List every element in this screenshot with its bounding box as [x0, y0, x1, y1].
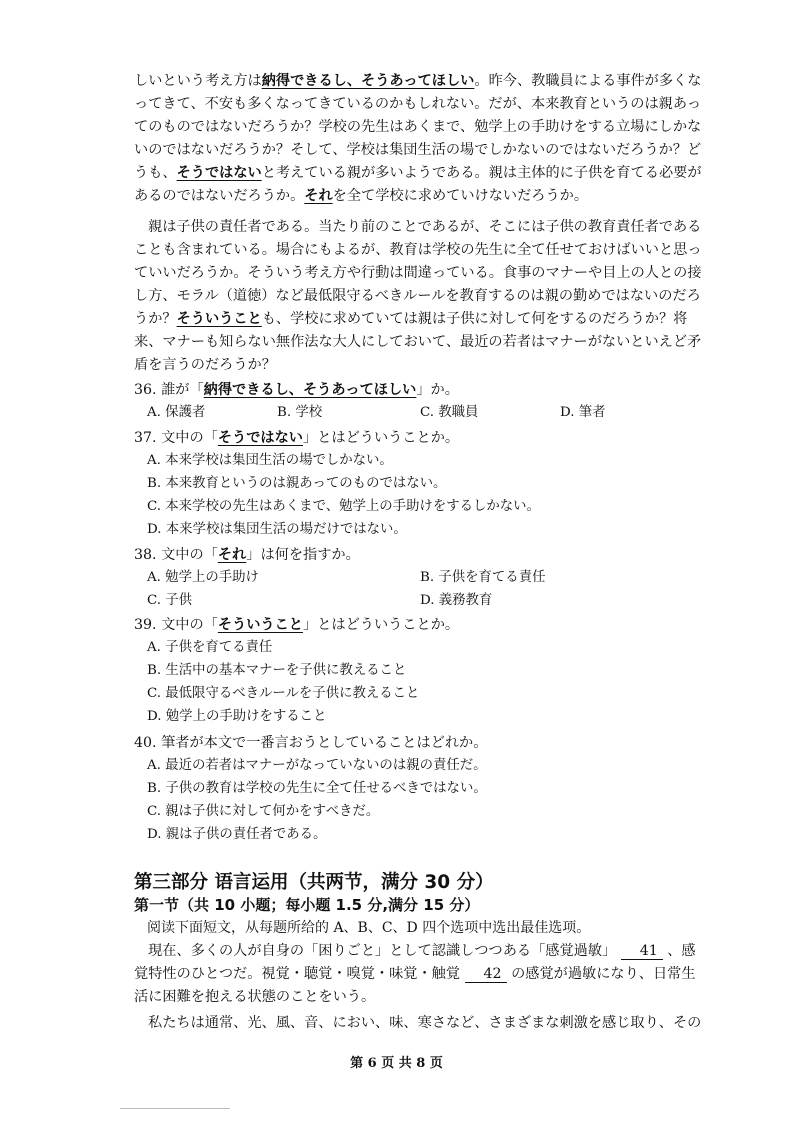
scan-artifact-line [120, 1108, 230, 1109]
option-37-d: D. 本来学校は集団生活の場だけではない。 [147, 522, 407, 537]
question-40 [134, 733, 487, 753]
option-37-c: C. 本来学校の先生はあくまで、勉学上の手助けをするしかない。 [147, 499, 540, 514]
text-run: も、学校に求めていては親は子供に対して何をするのだろうか？将来、マナーも知らない無作法な大人にしておいて、最近の若者はマナーがないといえど矛盾を言うのだろうか？ [134, 311, 702, 373]
text-run: の感覚が過敏になり、日常生活に困難を抱える状態のことをいう。 [134, 966, 696, 1005]
underlined-phrase: 納得できるし、そうあってほしい [261, 73, 475, 89]
option-40-c: C. 親は子供に対して何かをすべきだ。 [147, 804, 380, 819]
question-number: 39. [134, 617, 157, 633]
option-38-a: A. 勉学上の手助け [147, 570, 259, 585]
option-40-a: A. 最近の若者はマナーがなっていないのは親の責任だ。 [147, 758, 487, 773]
passage-paragraph-2 [134, 216, 706, 377]
section-instruction: 阅读下面短文，从每题所给的 A、B、C、D 四个选项中选出最佳选项。 [147, 920, 591, 936]
option-38-d: D. 義務教育 [420, 593, 493, 608]
question-number: 36. [134, 382, 157, 398]
question-38 [134, 545, 360, 565]
option-36-a: A. 保護者 [147, 405, 206, 420]
text-run: しいという考え方は [134, 73, 262, 89]
underlined-phrase: そういうこと [217, 617, 303, 633]
option-37-a: A. 本来学校は集団生活の場でしかない。 [147, 453, 393, 468]
question-36 [134, 380, 459, 400]
question-number: 40. [134, 735, 157, 751]
option-36-d: D. 筆者 [560, 405, 606, 420]
text-run: 現在、多くの人が自身の「困りごと」として認識しつつある「感覚過敏」 [148, 943, 617, 959]
page-number: 第 6 页 共 8 页 [350, 1056, 443, 1071]
text-run: 」か。 [416, 382, 459, 398]
text-run: 誰が「 [161, 382, 204, 398]
text-run: 」とはどういうことか。 [303, 617, 460, 633]
underlined-phrase: そうではない [176, 165, 262, 181]
text-run: と考えている親が多いようである。親は主体的に子供を育てる必要があるのではないだろうか。 [134, 165, 702, 204]
question-37 [134, 428, 459, 448]
underlined-phrase: 納得できるし、そうあってほしい [203, 382, 417, 398]
option-36-c: C. 教職員 [420, 405, 479, 420]
text-run: 文中の「 [161, 547, 218, 563]
text-run: 親は子供の責任者である。当たり前のことであるが、そこには子供の教育責任者であることも含まれている。場合にもよるが、教育は学校の先生に全て任せておけばいいと思っていいだろうか。そういう考え方や行動は間違っている。食事のマナーや目上の人との接し方、モラル（道徳）など最低限守るべきルールを教育するのは親の勤めではないのだろうか？ [134, 219, 702, 327]
passage-paragraph-1 [134, 70, 706, 208]
underlined-phrase: それ [217, 547, 247, 563]
question-39 [134, 615, 459, 635]
blank-42: 42 [465, 966, 507, 983]
question-number: 38. [134, 547, 157, 563]
underlined-phrase: そうではない [217, 430, 303, 446]
text-run: 文中の「 [161, 430, 218, 446]
option-38-b: B. 子供を育てる責任 [420, 570, 546, 585]
cloze-paragraph-2: 私たちは通常、光、風、音、におい、味、寒さなど、さまざまな刺激を感じ取り、その [148, 1015, 702, 1031]
section-subtitle: 第一节（共 10 小题；每小题 1.5 分,满分 15 分） [134, 896, 480, 914]
question-number: 37. [134, 430, 157, 446]
option-40-b: B. 子供の教育は学校の先生に全て任せるべきではない。 [147, 781, 487, 796]
option-39-c: C. 最低限守るべきルールを子供に教えること [147, 686, 420, 701]
text-run: 、感覚特性のひとつだ。視覚・聴覚・嗅覚・味覚・触覚 [134, 943, 696, 982]
underlined-phrase: そういうこと [176, 311, 262, 327]
section-title: 第三部分 语言运用（共两节，满分 30 分） [134, 872, 494, 893]
option-39-a: A. 子供を育てる責任 [147, 640, 273, 655]
text-run: 文中の「 [161, 617, 218, 633]
text-run: 。昨今、教職員による事件が多くなってきて、不安も多くなってきているのかもしれない。だが、本来教育というのは親あってのものではないだろうか？学校の先生はあくまで、勉学上の手助けをする立場にしかないのではないだろうか？そして、学校は集団生活の場でしかないのではないだろうか？どうも、 [134, 73, 702, 181]
option-38-c: C. 子供 [147, 593, 193, 608]
underlined-phrase: それ [304, 188, 333, 204]
option-36-b: B. 学校 [277, 405, 323, 420]
blank-41: 41 [621, 943, 663, 960]
option-39-b: B. 生活中の基本マナーを子供に教えること [147, 663, 407, 678]
question-text: 筆者が本文で一番言おうとしていることはどれか。 [161, 735, 488, 751]
option-39-d: D. 勉学上の手助けをすること [147, 709, 327, 724]
option-40-d: D. 親は子供の責任者である。 [147, 827, 327, 842]
text-run: 」とはどういうことか。 [303, 430, 460, 446]
cloze-paragraph-1 [134, 940, 706, 1009]
text-run: 」は何を指すか。 [246, 547, 360, 563]
text-run: を全て学校に求めていけないだろうか。 [332, 188, 589, 204]
option-37-b: B. 本来教育というのは親あってのものではない。 [147, 476, 447, 491]
